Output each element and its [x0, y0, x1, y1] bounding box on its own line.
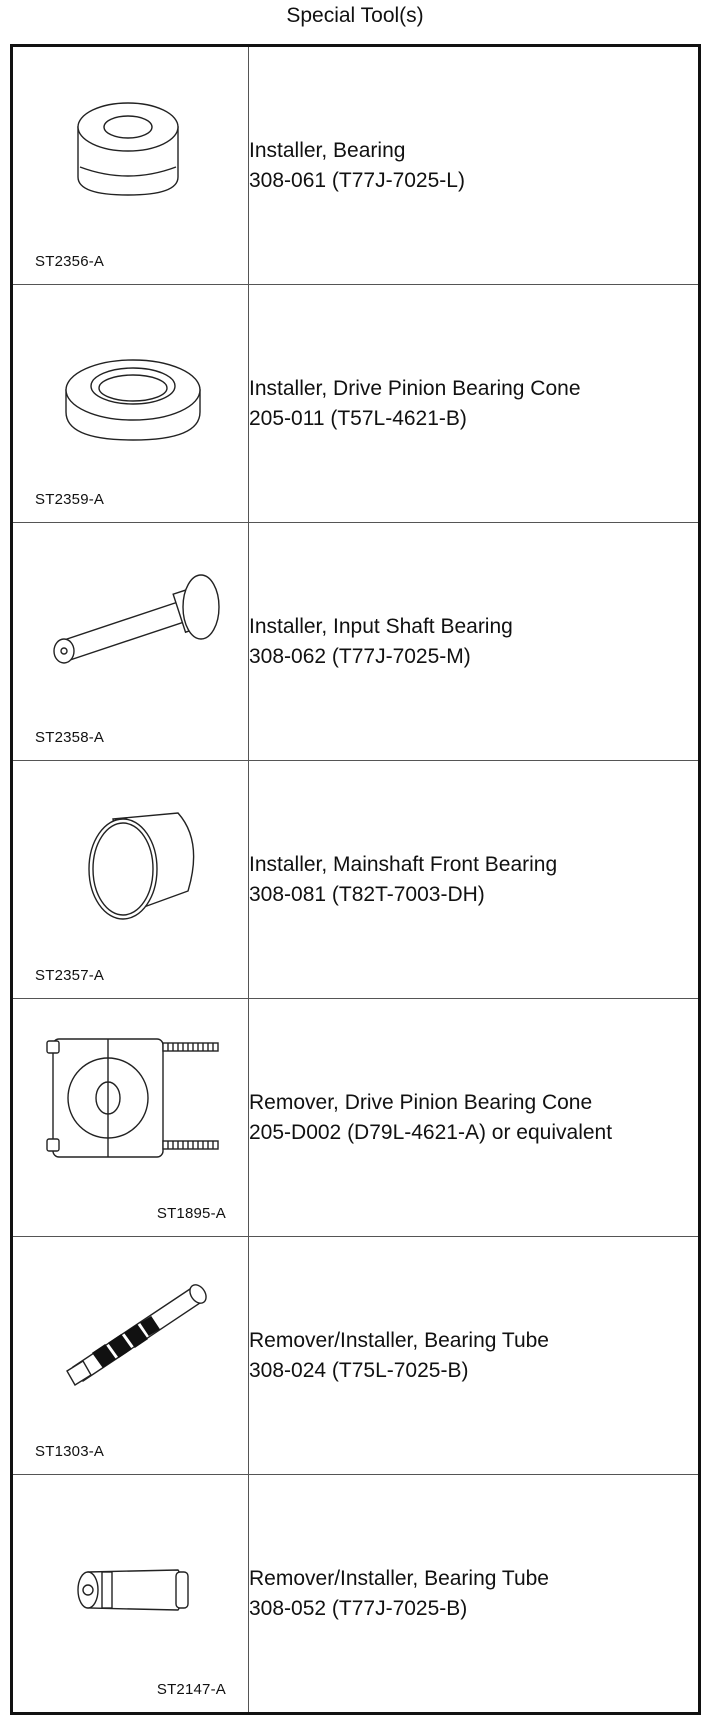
threaded-tube-tool-icon: [53, 1267, 213, 1397]
tool-description-cell: [249, 285, 700, 523]
bearing-splitter-icon: [43, 1029, 228, 1169]
table-row: [12, 761, 700, 999]
bearing-installer-icon: [68, 87, 198, 207]
tool-image-cell: [12, 1475, 249, 1714]
tool-image-cell: [12, 1237, 249, 1475]
tool-name: Remover/Installer, Bearing Tube: [249, 1566, 549, 1590]
tool-code: ST2357-A: [35, 967, 105, 984]
tool-number: 205-011 (T57L-4621-B): [249, 406, 467, 430]
tool-code: ST1303-A: [35, 1443, 105, 1460]
tool-image-cell: [12, 46, 249, 285]
tool-description-cell: [249, 999, 700, 1237]
tool-description-cell: [249, 1475, 700, 1714]
table-row: [12, 1475, 700, 1714]
tool-name: Remover/Installer, Bearing Tube: [249, 1328, 549, 1352]
tool-description-cell: [249, 46, 700, 285]
tool-number: 308-062 (T77J-7025-M): [249, 644, 471, 668]
page-title: Special Tool(s): [286, 4, 424, 27]
tool-description-cell: [249, 1237, 700, 1475]
tool-code: ST2358-A: [35, 729, 105, 746]
tool-image-cell: [12, 999, 249, 1237]
table-row: [12, 1237, 700, 1475]
table-row: [12, 523, 700, 761]
tool-description-cell: [249, 523, 700, 761]
tool-number: 308-052 (T77J-7025-B): [249, 1596, 468, 1620]
tool-description-cell: [249, 761, 700, 999]
tool-name: Installer, Bearing: [249, 138, 406, 162]
tool-name: Installer, Input Shaft Bearing: [249, 614, 513, 638]
tool-number: 308-061 (T77J-7025-L): [249, 168, 465, 192]
tool-image-cell: [12, 761, 249, 999]
input-shaft-installer-icon: [41, 563, 231, 673]
pinion-cone-installer-icon: [58, 340, 208, 450]
tool-name: Installer, Drive Pinion Bearing Cone: [249, 376, 581, 400]
table-row: [12, 285, 700, 523]
tool-image-cell: [12, 285, 249, 523]
special-tools-table: [10, 44, 701, 1715]
tool-image-cell: [12, 523, 249, 761]
tube-adapter-icon: [68, 1550, 208, 1630]
tool-number: 308-081 (T82T-7003-DH): [249, 882, 485, 906]
tool-number: 308-024 (T75L-7025-B): [249, 1358, 469, 1382]
table-row: [12, 999, 700, 1237]
tool-code: ST2356-A: [35, 253, 105, 270]
tool-code: ST2359-A: [35, 491, 105, 508]
tool-name: Installer, Mainshaft Front Bearing: [249, 852, 558, 876]
tool-name: Remover, Drive Pinion Bearing Cone: [249, 1090, 593, 1114]
tool-code: ST1895-A: [156, 1205, 226, 1222]
tool-code: ST2147-A: [156, 1681, 226, 1698]
mainshaft-installer-icon: [73, 801, 213, 931]
table-row: [12, 46, 700, 285]
tool-number: 205-D002 (D79L-4621-A) or equivalent: [249, 1120, 613, 1144]
